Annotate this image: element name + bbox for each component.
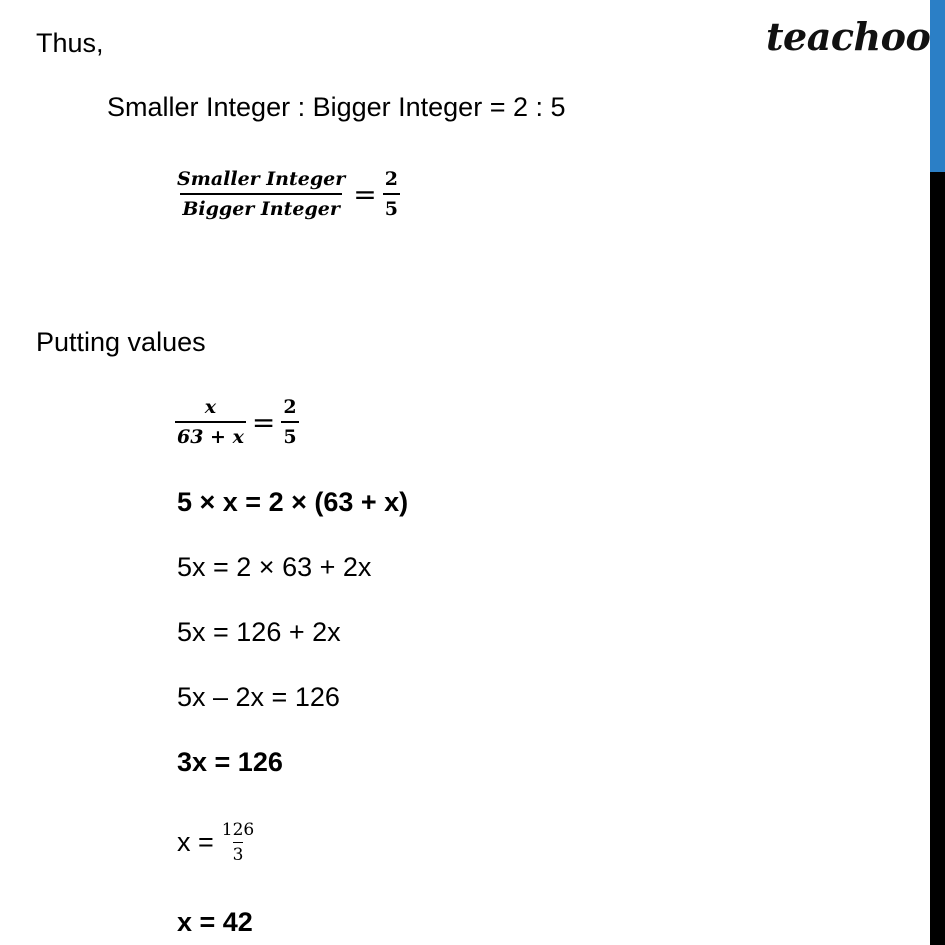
- step-divide-lhs: x =: [177, 827, 214, 857]
- ratio-fraction: [175, 168, 400, 220]
- fraction-numerator: x: [204, 396, 217, 418]
- vertical-scrollbar[interactable]: [930, 0, 945, 945]
- putting-values-text: Putting values: [36, 327, 206, 357]
- equation-fraction: [175, 396, 299, 448]
- fraction-denominator: 5: [383, 193, 400, 220]
- step-divide: [177, 820, 254, 865]
- final-answer: x = 42: [177, 907, 253, 937]
- step-rearrange: 5x – 2x = 126: [177, 682, 340, 712]
- fraction-denominator: 63 + x: [175, 421, 246, 448]
- fraction-numerator: 2: [283, 396, 297, 418]
- ratio-statement: Smaller Integer : Bigger Integer = 2 : 5: [107, 92, 566, 122]
- thus-text: Thus,: [36, 28, 104, 58]
- equals-sign: =: [251, 405, 276, 439]
- step-expand: 5x = 2 × 63 + 2x: [177, 552, 372, 582]
- step-simplify: 5x = 126 + 2x: [177, 617, 341, 647]
- fraction-numerator: 126: [221, 820, 255, 840]
- equals-sign: =: [353, 177, 377, 211]
- fraction-denominator: Bigger Integer: [180, 193, 342, 220]
- step-combine: 3x = 126: [177, 747, 283, 777]
- step-cross-multiply: 5 × x = 2 × (63 + x): [177, 487, 409, 517]
- fraction-denominator: 3: [233, 842, 244, 865]
- scrollbar-thumb[interactable]: [930, 0, 945, 172]
- fraction-numerator: Smaller Integer: [177, 168, 346, 190]
- fraction-numerator: 2: [384, 168, 398, 190]
- fraction-denominator: 5: [281, 421, 298, 448]
- teachoo-logo: teachoo: [766, 14, 931, 59]
